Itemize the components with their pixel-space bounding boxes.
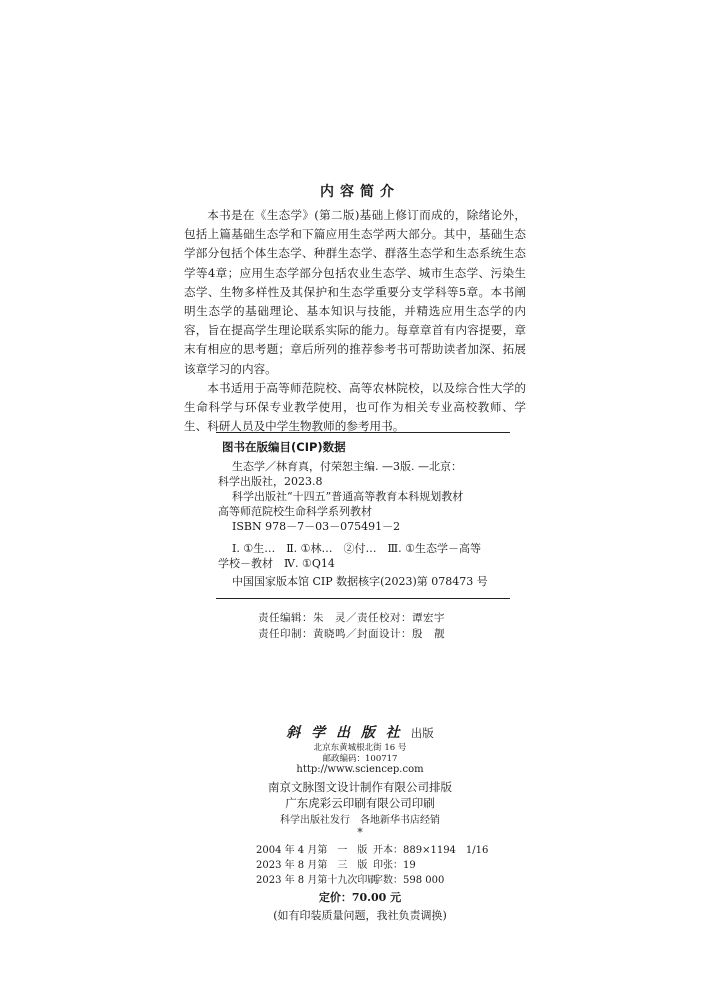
cip-line: 学校－教材 Ⅳ. ①Q14 xyxy=(218,557,335,570)
cip-line: Ⅰ. ①生… Ⅱ. ①林… ②付… Ⅲ. ①生态学－高等 xyxy=(232,542,481,555)
cip-top-rule xyxy=(216,432,510,433)
edition-line: 2023 年 8 月第 三 版 xyxy=(256,860,368,871)
editor-line: 责任印制：黄晓鸣／封面设计：殷 靓 xyxy=(258,628,445,640)
publisher-logo: 斜 学 出 版 社 xyxy=(286,725,403,741)
edition-line: 2004 年 4 月第 一 版 xyxy=(256,845,368,856)
format-info: 开本：889×1194 1/16 xyxy=(373,845,489,856)
wordcount-info: 字数：598 000 xyxy=(373,875,445,886)
summary-paragraph: 本书适用于高等师范院校、高等农林院校，以及综合性大学的生命科学与环保专业教学使用，也可作为相关专业高校教师、学生、科研人员及中学生物教师的参考用书。 xyxy=(184,380,526,434)
cip-line: 高等师范院校生命科学系列教材 xyxy=(218,505,372,518)
cip-isbn: ISBN 978－7－03－075491－2 xyxy=(232,520,401,533)
summary-paragraph: 本书是在《生态学》(第二版)基础上修订而成的，除绪论外，包括上篇基础生态学和下篇应用生态学两大部分。其中，基础生态学部分包括个体生态学、种群生态学、群落生态学和生态系统生态学等4章；应用生态学部分包括农业生态学、城市生态学、污染生态学、生物多样性及其保护和生态学重要分支学科等5章。本书阐明生态学的基础理论、基本知识与技能，并精选应用生态学的内容，旨在提高学生理论联系实际的能力。每章章首有内容提要，章末有相应的思考题；章后所列的推荐参考书可帮助读者加深、拓展该章学习的内容。 xyxy=(184,208,526,376)
separator-asterisk: * xyxy=(357,826,363,839)
quality-note: (如有印装质量问题，我社负责调换) xyxy=(273,909,447,922)
cip-line: 科学出版社“十四五”普通高等教育本科规划教材 xyxy=(232,490,464,503)
publisher-postcode: 邮政编码：100717 xyxy=(322,754,398,764)
editor-line: 责任编辑：朱 灵／责任校对：谭宏宇 xyxy=(258,612,445,624)
cip-line: 科学出版社，2023.8 xyxy=(218,475,323,488)
publisher-suffix: 出版 xyxy=(410,726,434,740)
cip-title: 图书在版编目(CIP)数据 xyxy=(222,440,346,454)
sheets-info: 印张：19 xyxy=(373,860,416,871)
price: 定价：70.00 元 xyxy=(318,891,402,904)
print-line: 广东虎彩云印刷有限公司印刷 xyxy=(285,796,435,810)
publisher-name xyxy=(0,722,720,742)
publisher-address: 北京东黄城根北街 16 号 xyxy=(313,743,407,753)
publisher-website: http://www.sciencep.com xyxy=(296,764,424,775)
cip-catalog-number: 中国国家版本馆 CIP 数据核字(2023)第 078473 号 xyxy=(232,575,488,588)
edition-line: 2023 年 8 月第十九次印刷 xyxy=(256,875,378,886)
cip-line: 生态学／林育真，付荣恕主编. —3版. —北京： xyxy=(232,460,462,473)
distribution-line: 科学出版社发行 各地新华书店经销 xyxy=(280,815,440,826)
summary-body xyxy=(184,206,526,436)
summary-title: 内容简介 xyxy=(320,184,400,200)
typeset-line: 南京文脉图文设计制作有限公司排版 xyxy=(268,780,452,794)
cip-bottom-rule xyxy=(216,598,510,599)
